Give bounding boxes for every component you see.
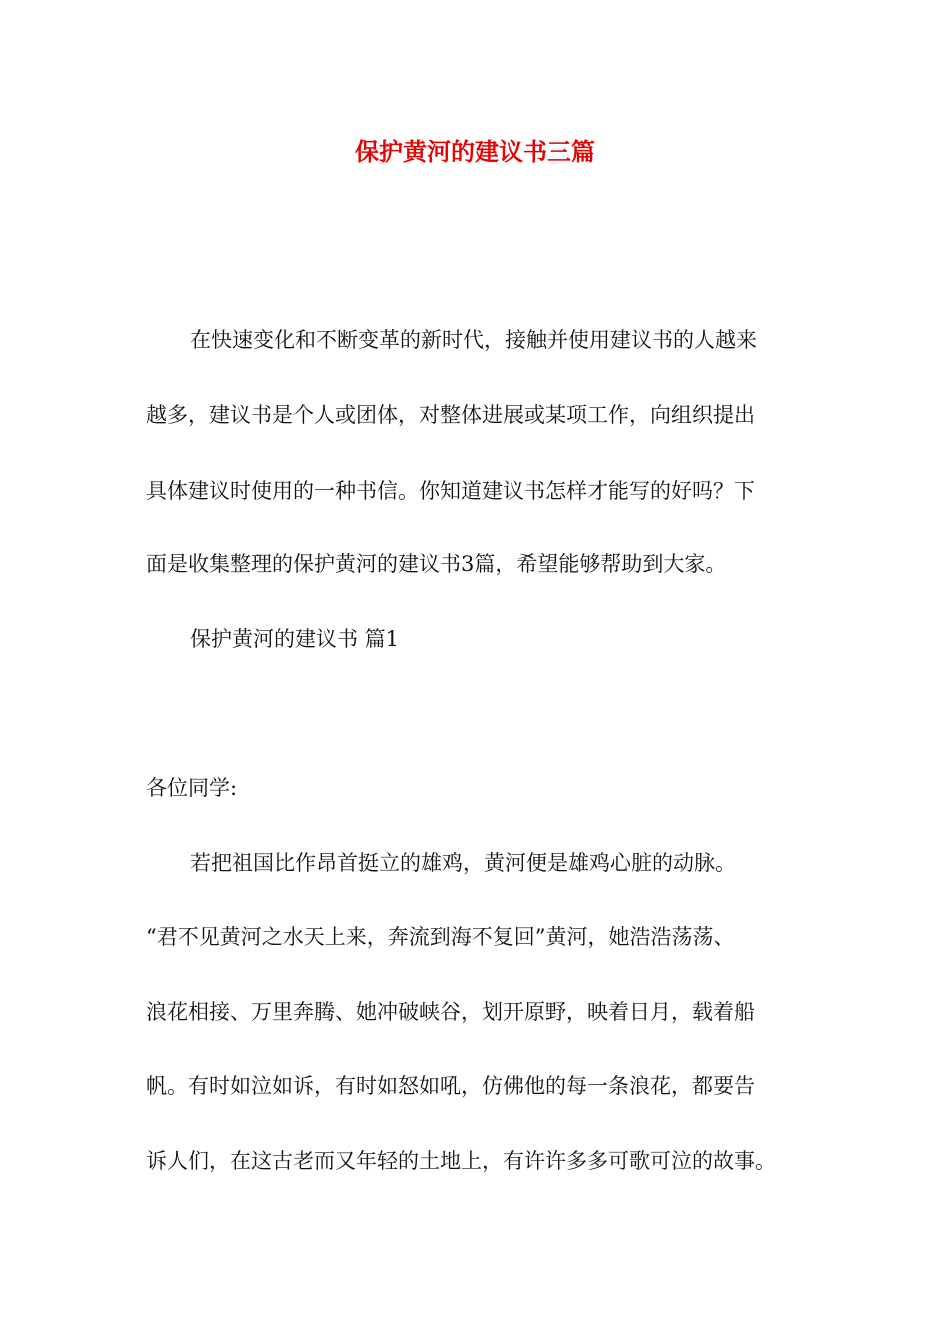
section-heading: 保护黄河的建议书 篇1: [190, 627, 400, 651]
body-paragraph-line-4: 帆。有时如泣如诉，有时如怒如吼，仿佛他的每一条浪花，都要告: [146, 1074, 755, 1098]
salutation: 各位同学:: [146, 776, 238, 800]
body-paragraph-line-5: 诉人们，在这古老而又年轻的土地上，有许许多多可歌可泣的故事。: [146, 1149, 776, 1173]
intro-paragraph-line-2: 越多，建议书是个人或团体，对整体进展或某项工作，向组织提出: [146, 403, 755, 427]
body-paragraph-line-3: 浪花相接、万里奔腾、她冲破峡谷，划开原野，映着日月，载着船: [146, 1000, 755, 1024]
intro-paragraph-line-4: 面是收集整理的保护黄河的建议书3篇，希望能够帮助到大家。: [146, 552, 727, 576]
document-title: 保护黄河的建议书三篇: [355, 138, 595, 166]
body-paragraph-line-2: “君不见黄河之水天上来，奔流到海不复回”黄河，她浩浩荡荡、: [146, 925, 735, 949]
intro-paragraph-line-3: 具体建议时使用的一种书信。你知道建议书怎样才能写的好吗？下: [146, 479, 755, 503]
intro-paragraph-line-1: 在快速变化和不断变革的新时代，接触并使用建议书的人越来: [190, 328, 757, 352]
body-paragraph-line-1: 若把祖国比作昂首挺立的雄鸡，黄河便是雄鸡心脏的动脉。: [190, 851, 736, 875]
